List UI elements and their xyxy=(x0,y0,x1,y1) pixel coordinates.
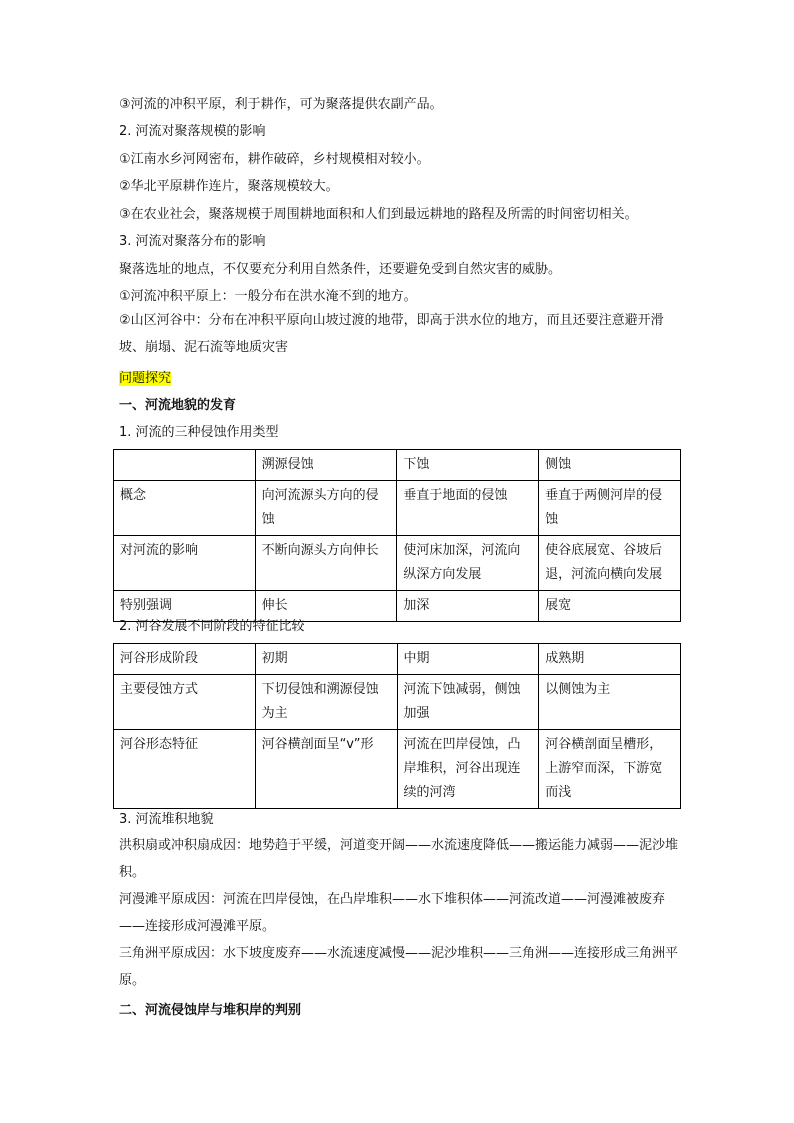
table-cell: 加深 xyxy=(397,591,539,622)
table-row xyxy=(114,481,681,536)
table-cell: 特别强调 xyxy=(114,591,256,622)
paragraph: ②山区河谷中：分布在冲积平原向山坡过渡的地带，即高于洪水位的地方，而且还要注意避开滑坡、崩塌、泥石流等地质灾害 xyxy=(119,313,664,355)
table-cell: 河谷形成阶段 xyxy=(114,644,256,675)
subheading: 2. 河流对聚落规模的影响 xyxy=(119,124,266,139)
subheading: 3. 河流堆积地貌 xyxy=(119,812,214,827)
table-cell: 成熟期 xyxy=(539,644,681,675)
table-cell: 以侧蚀为主 xyxy=(539,675,681,730)
table-cell: 河流下蚀减弱，侧蚀加强 xyxy=(397,675,539,730)
table-cell: 概念 xyxy=(114,481,256,536)
table-cell: 垂直于两侧河岸的侵蚀 xyxy=(539,481,681,536)
table-cell: 侧蚀 xyxy=(539,450,681,481)
erosion-types-table xyxy=(113,449,681,622)
table-row xyxy=(114,730,681,809)
table-row xyxy=(114,675,681,730)
table-cell: 初期 xyxy=(255,644,397,675)
paragraph: 聚落选址的地点，不仅要充分利用自然条件，还要避免受到自然灾害的威胁。 xyxy=(119,262,562,277)
subheading: 3. 河流对聚落分布的影响 xyxy=(119,234,266,249)
table-cell: 不断向源头方向伸长 xyxy=(255,536,397,591)
section-tag-label: 问题探究 xyxy=(119,371,172,386)
paragraph: ①江南水乡河网密布，耕作破碎，乡村规模相对较小。 xyxy=(119,152,430,167)
table-cell: 垂直于地面的侵蚀 xyxy=(397,481,539,536)
table-cell xyxy=(114,450,256,481)
table-cell: 展宽 xyxy=(539,591,681,622)
section-heading: 一、河流地貌的发育 xyxy=(119,398,237,413)
section-heading: 二、河流侵蚀岸与堆积岸的判别 xyxy=(119,1003,302,1018)
table-cell: 河谷形态特征 xyxy=(114,730,256,809)
paragraph: ①河流冲积平原上：一般分布在洪水淹不到的地方。 xyxy=(119,289,417,304)
table-cell: 溯源侵蚀 xyxy=(255,450,397,481)
table-header-row xyxy=(114,644,681,675)
table-cell: 使河床加深，河流向纵深方向发展 xyxy=(397,536,539,591)
table-cell: 下蚀 xyxy=(397,450,539,481)
table-cell: 主要侵蚀方式 xyxy=(114,675,256,730)
table-cell: 伸长 xyxy=(255,591,397,622)
section-tag xyxy=(119,370,171,388)
table-caption: 1. 河流的三种侵蚀作用类型 xyxy=(119,425,279,440)
table-row xyxy=(114,536,681,591)
table-cell: 河谷横剖面呈“v”形 xyxy=(255,730,397,809)
paragraph: 河漫滩平原成因：河流在凹岸侵蚀，在凸岸堆积——水下堆积体——河流改道——河漫滩被废弃——连接形成河漫滩平原。 xyxy=(119,892,666,934)
table-row xyxy=(114,591,681,622)
table-cell: 使谷底展宽、谷坡后退，河流向横向发展 xyxy=(539,536,681,591)
paragraph: ②华北平原耕作连片，聚落规模较大。 xyxy=(119,179,339,194)
table-cell: 中期 xyxy=(397,644,539,675)
table-header-row xyxy=(114,450,681,481)
valley-stages-table xyxy=(113,643,681,809)
table-cell: 河谷横剖面呈槽形，上游窄而深，下游宽而浅 xyxy=(539,730,681,809)
table-cell: 向河流源头方向的侵蚀 xyxy=(255,481,397,536)
paragraph: ③在农业社会，聚落规模于周围耕地面积和人们到最远耕地的路程及所需的时间密切相关。 xyxy=(119,207,638,222)
paragraph: 洪积扇或冲积扇成因：地势趋于平缓，河道变开阔——水流速度降低——搬运能力减弱——泥沙堆积。 xyxy=(119,838,679,880)
paragraph: ③河流的冲积平原，利于耕作，可为聚落提供农副产品。 xyxy=(119,97,443,112)
paragraph: 三角洲平原成因：水下坡度废弃——水流速度减慢——泥沙堆积——三角洲——连接形成三角洲平原。 xyxy=(119,946,679,988)
table-cell: 对河流的影响 xyxy=(114,536,256,591)
table-cell: 下切侵蚀和溯源侵蚀为主 xyxy=(255,675,397,730)
table-cell: 河流在凹岸侵蚀，凸岸堆积，河谷出现连续的河湾 xyxy=(397,730,539,809)
table-caption: 2. 河谷发展不同阶段的特征比较 xyxy=(119,619,305,634)
